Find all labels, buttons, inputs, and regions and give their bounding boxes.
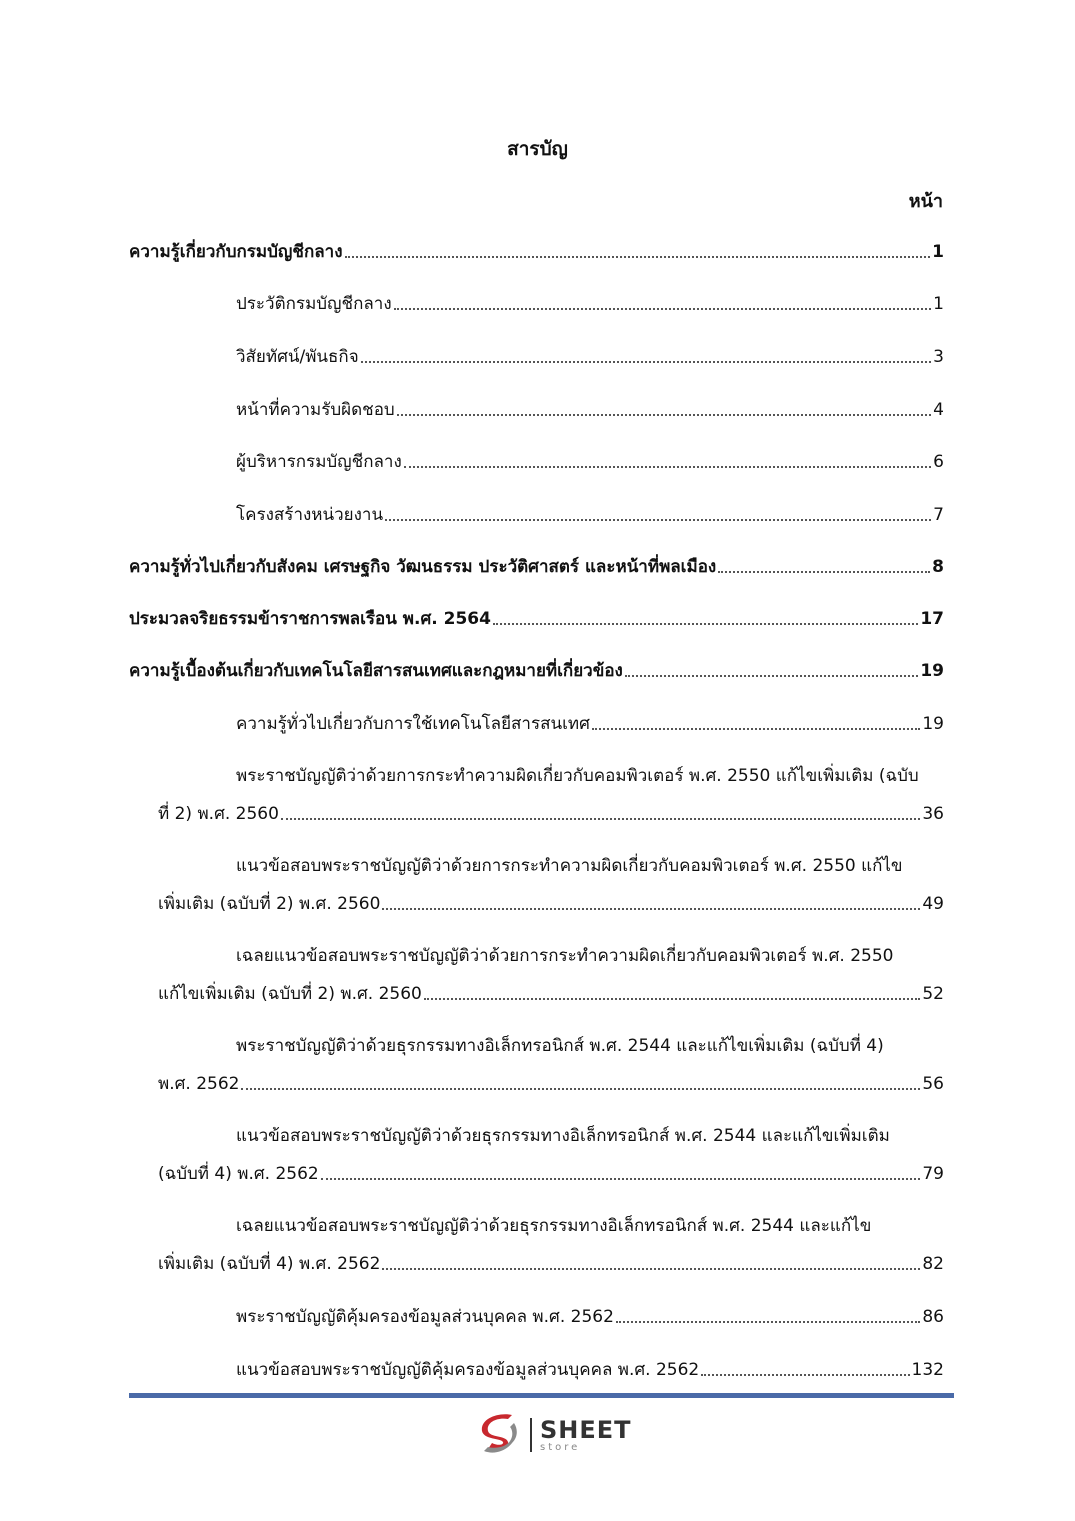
toc-entry-section[interactable]: แนวข้อสอบพระราชบัญญัติคุ้มครองข้อมูลส่วนบุคคล พ.ศ. 2562 132	[236, 1360, 944, 1380]
toc-entry-chapter[interactable]: ประมวลจริยธรรมข้าราชการพลเรือน พ.ศ. 2564 17	[129, 609, 944, 629]
toc-entry-section[interactable]: วิสัยทัศน์/พันธกิจ 3	[236, 347, 944, 367]
toc-title: สารบัญ	[507, 138, 568, 160]
footer-divider	[129, 1393, 954, 1398]
toc-entry-section[interactable]: พ.ศ. 2562 56	[158, 1074, 944, 1094]
toc-entry-section[interactable]: ประวัติกรมบัญชีกลาง 1	[236, 294, 944, 314]
toc-entry-section[interactable]: พระราชบัญญัติคุ้มครองข้อมูลส่วนบุคคล พ.ศ. 2562 86	[236, 1307, 944, 1327]
toc-entry-section[interactable]: เพิ่มเติม (ฉบับที่ 4) พ.ศ. 2562 82	[158, 1254, 944, 1274]
toc-entry-line1[interactable]: แนวข้อสอบพระราชบัญญัติว่าด้วยการกระทำความผิดเกี่ยวกับคอมพิวเตอร์ พ.ศ. 2550 แก้ไข	[236, 856, 903, 876]
sheet-store-logo	[478, 1413, 632, 1457]
toc-entry-section[interactable]: หน้าที่ความรับผิดชอบ 4	[236, 400, 944, 420]
toc-entry-line1[interactable]: เฉลยแนวข้อสอบพระราชบัญญัติว่าด้วยการกระทำความผิดเกี่ยวกับคอมพิวเตอร์ พ.ศ. 2550	[236, 946, 894, 966]
toc-entry-line1[interactable]: เฉลยแนวข้อสอบพระราชบัญญัติว่าด้วยธุรกรรมทางอิเล็กทรอนิกส์ พ.ศ. 2544 และแก้ไข	[236, 1216, 872, 1236]
toc-entry-chapter[interactable]: ความรู้เกี่ยวกับกรมบัญชีกลาง 1	[129, 242, 944, 262]
toc-entry-section[interactable]: ความรู้ทั่วไปเกี่ยวกับการใช้เทคโนโลยีสารสนเทศ 19	[236, 714, 944, 734]
toc-entry-section[interactable]: เพิ่มเติม (ฉบับที่ 2) พ.ศ. 2560 49	[158, 894, 944, 914]
page-column-header: หน้า	[908, 191, 943, 212]
logo-wordmark: SHEET store	[540, 1415, 632, 1453]
sheet-store-logo-icon	[478, 1413, 522, 1457]
toc-entry-chapter[interactable]: ความรู้เบื้องต้นเกี่ยวกับเทคโนโลยีสารสนเทศและกฎหมายที่เกี่ยวข้อง 19	[129, 661, 944, 681]
toc-entry-chapter[interactable]: ความรู้ทั่วไปเกี่ยวกับสังคม เศรษฐกิจ วัฒนธรรม ประวัติศาสตร์ และหน้าที่พลเมือง 8	[129, 557, 944, 577]
toc-entry-section[interactable]: โครงสร้างหน่วยงาน 7	[236, 505, 944, 525]
toc-entry-line1[interactable]: พระราชบัญญัติว่าด้วยการกระทำความผิดเกี่ยวกับคอมพิวเตอร์ พ.ศ. 2550 แก้ไขเพิ่มเติม (ฉบับ	[236, 766, 919, 786]
toc-entry-line1[interactable]: พระราชบัญญัติว่าด้วยธุรกรรมทางอิเล็กทรอนิกส์ พ.ศ. 2544 และแก้ไขเพิ่มเติม (ฉบับที่ 4)	[236, 1036, 884, 1056]
toc-entry-section[interactable]: แก้ไขเพิ่มเติม (ฉบับที่ 2) พ.ศ. 2560 52	[158, 984, 944, 1004]
toc-entry-section[interactable]: ที่ 2) พ.ศ. 2560 36	[158, 804, 944, 824]
logo-separator	[530, 1418, 532, 1452]
toc-entry-section[interactable]: ผู้บริหารกรมบัญชีกลาง 6	[236, 452, 944, 472]
toc-entry-line1[interactable]: แนวข้อสอบพระราชบัญญัติว่าด้วยธุรกรรมทางอิเล็กทรอนิกส์ พ.ศ. 2544 และแก้ไขเพิ่มเติม	[236, 1126, 890, 1146]
toc-entry-section[interactable]: (ฉบับที่ 4) พ.ศ. 2562 79	[158, 1164, 944, 1184]
